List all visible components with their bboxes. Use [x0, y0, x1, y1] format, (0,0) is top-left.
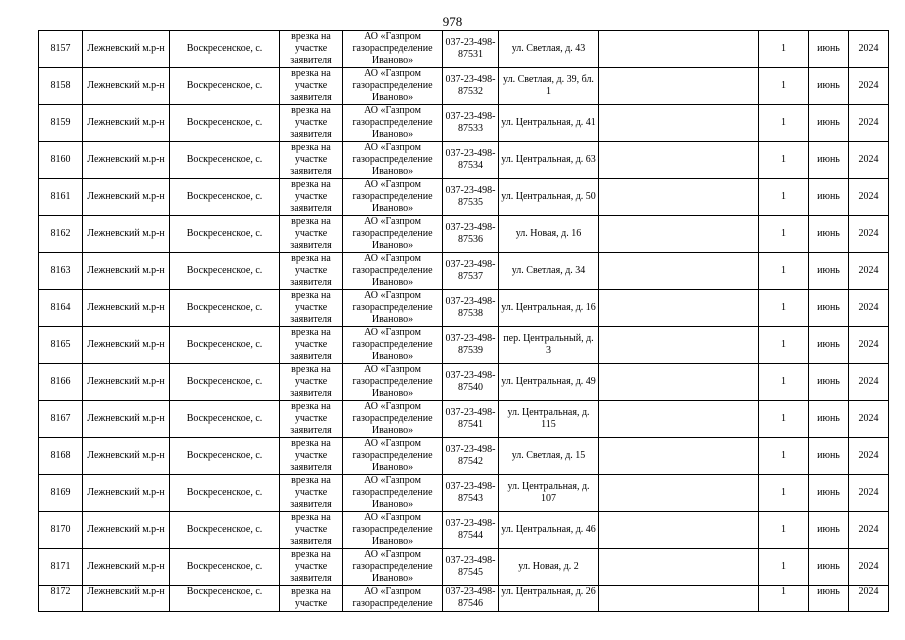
table-row	[39, 364, 889, 401]
cell-blank	[599, 253, 759, 290]
cell-num: 8161	[39, 179, 83, 216]
cell-district: Лежневский м.р-н	[83, 216, 170, 253]
cell-code: 037-23-498-87536	[443, 216, 499, 253]
cell-blank	[599, 68, 759, 105]
cell-year: 2024	[849, 68, 889, 105]
table-row	[39, 142, 889, 179]
cell-work: врезка на участке заявителя	[280, 401, 343, 438]
cell-blank	[599, 216, 759, 253]
cell-num: 8171	[39, 549, 83, 586]
cell-work: врезка на участке заявителя	[280, 216, 343, 253]
cell-qty: 1	[759, 31, 809, 68]
cell-district: Лежневский м.р-н	[83, 290, 170, 327]
cell-org: АО «Газпром газораспределение Иваново»	[343, 31, 443, 68]
cell-locality: Воскресенское, с.	[170, 216, 280, 253]
cell-org: АО «Газпром газораспределение Иваново»	[343, 438, 443, 475]
cell-num: 8159	[39, 105, 83, 142]
cell-year: 2024	[849, 512, 889, 549]
cell-address: ул. Светлая, д. 43	[499, 31, 599, 68]
cell-qty: 1	[759, 253, 809, 290]
cell-month: июнь	[809, 253, 849, 290]
cell-blank	[599, 401, 759, 438]
cell-code: 037-23-498-87538	[443, 290, 499, 327]
cell-district: Лежневский м.р-н	[83, 401, 170, 438]
cell-num: 8163	[39, 253, 83, 290]
table-row	[39, 438, 889, 475]
cell-blank	[599, 105, 759, 142]
cell-code: 037-23-498-87543	[443, 475, 499, 512]
cell-month: июнь	[809, 105, 849, 142]
cell-qty: 1	[759, 327, 809, 364]
table-row	[39, 31, 889, 68]
cell-qty: 1	[759, 401, 809, 438]
table-row	[39, 290, 889, 327]
gas-connection-table	[38, 30, 889, 612]
cell-year: 2024	[849, 142, 889, 179]
cell-qty: 1	[759, 68, 809, 105]
table-row	[39, 253, 889, 290]
cell-num: 8169	[39, 475, 83, 512]
cell-org: АО «Газпром газораспределение Иваново»	[343, 327, 443, 364]
cell-org: АО «Газпром газораспределение Иваново»	[343, 364, 443, 401]
cell-org: АО «Газпром газораспределение Иваново»	[343, 253, 443, 290]
cell-address: ул. Центральная, д. 26	[499, 586, 599, 612]
cell-month: июнь	[809, 475, 849, 512]
table-row	[39, 549, 889, 586]
cell-qty: 1	[759, 364, 809, 401]
cell-address: пер. Центральный, д. 3	[499, 327, 599, 364]
cell-blank	[599, 586, 759, 612]
cell-address: ул. Центральная, д. 63	[499, 142, 599, 179]
cell-blank	[599, 327, 759, 364]
cell-blank	[599, 290, 759, 327]
cell-locality: Воскресенское, с.	[170, 364, 280, 401]
cell-org: АО «Газпром газораспределение Иваново»	[343, 142, 443, 179]
cell-blank	[599, 364, 759, 401]
cell-month: июнь	[809, 142, 849, 179]
cell-num: 8157	[39, 31, 83, 68]
cell-locality: Воскресенское, с.	[170, 31, 280, 68]
cell-qty: 1	[759, 290, 809, 327]
cell-code: 037-23-498-87533	[443, 105, 499, 142]
cell-blank	[599, 142, 759, 179]
cell-qty: 1	[759, 105, 809, 142]
cell-code: 037-23-498-87545	[443, 549, 499, 586]
cell-month: июнь	[809, 68, 849, 105]
cell-work: врезка на участке заявителя	[280, 179, 343, 216]
cell-locality: Воскресенское, с.	[170, 142, 280, 179]
cell-month: июнь	[809, 327, 849, 364]
cell-code: 037-23-498-87531	[443, 31, 499, 68]
cell-year: 2024	[849, 327, 889, 364]
cell-blank	[599, 179, 759, 216]
cell-month: июнь	[809, 549, 849, 586]
cell-qty: 1	[759, 179, 809, 216]
cell-qty: 1	[759, 549, 809, 586]
cell-year: 2024	[849, 475, 889, 512]
cell-month: июнь	[809, 586, 849, 612]
cell-district: Лежневский м.р-н	[83, 68, 170, 105]
cell-code: 037-23-498-87532	[443, 68, 499, 105]
cell-month: июнь	[809, 401, 849, 438]
cell-year: 2024	[849, 253, 889, 290]
cell-work: врезка на участке заявителя	[280, 142, 343, 179]
cell-work: врезка на участке заявителя	[280, 105, 343, 142]
cell-address: ул. Светлая, д. 34	[499, 253, 599, 290]
cell-year: 2024	[849, 549, 889, 586]
cell-work: врезка на участке заявителя	[280, 512, 343, 549]
cell-blank	[599, 31, 759, 68]
cell-district: Лежневский м.р-н	[83, 475, 170, 512]
cell-org: АО «Газпром газораспределение Иваново»	[343, 68, 443, 105]
cell-locality: Воскресенское, с.	[170, 475, 280, 512]
cell-month: июнь	[809, 31, 849, 68]
cell-qty: 1	[759, 438, 809, 475]
cell-address: ул. Центральная, д. 49	[499, 364, 599, 401]
cell-qty: 1	[759, 512, 809, 549]
cell-work: врезка на участке заявителя	[280, 290, 343, 327]
cell-locality: Воскресенское, с.	[170, 549, 280, 586]
table-row	[39, 68, 889, 105]
cell-num: 8162	[39, 216, 83, 253]
table-row	[39, 586, 889, 612]
cell-address: ул. Светлая, д. 39, бл. 1	[499, 68, 599, 105]
cell-code: 037-23-498-87540	[443, 364, 499, 401]
cell-work: врезка на участке заявителя	[280, 327, 343, 364]
cell-org: АО «Газпром газораспределение Иваново»	[343, 549, 443, 586]
cell-year: 2024	[849, 364, 889, 401]
cell-num: 8158	[39, 68, 83, 105]
cell-code: 037-23-498-87542	[443, 438, 499, 475]
cell-district: Лежневский м.р-н	[83, 327, 170, 364]
cell-org: АО «Газпром газораспределение Иваново»	[343, 475, 443, 512]
cell-blank	[599, 512, 759, 549]
cell-org: АО «Газпром газораспределение Иваново»	[343, 290, 443, 327]
cell-district: Лежневский м.р-н	[83, 438, 170, 475]
cell-code: 037-23-498-87537	[443, 253, 499, 290]
cell-district: Лежневский м.р-н	[83, 105, 170, 142]
cell-num: 8166	[39, 364, 83, 401]
cell-district: Лежневский м.р-н	[83, 364, 170, 401]
table-row	[39, 105, 889, 142]
cell-year: 2024	[849, 290, 889, 327]
cell-month: июнь	[809, 512, 849, 549]
table-row	[39, 475, 889, 512]
cell-address: ул. Светлая, д. 15	[499, 438, 599, 475]
cell-address: ул. Центральная, д. 115	[499, 401, 599, 438]
cell-num: 8164	[39, 290, 83, 327]
cell-org: АО «Газпром газораспределение Иваново»	[343, 179, 443, 216]
cell-code: 037-23-498-87544	[443, 512, 499, 549]
cell-code: 037-23-498-87535	[443, 179, 499, 216]
cell-blank	[599, 438, 759, 475]
cell-code: 037-23-498-87534	[443, 142, 499, 179]
cell-district: Лежневский м.р-н	[83, 253, 170, 290]
cell-qty: 1	[759, 586, 809, 612]
cell-year: 2024	[849, 105, 889, 142]
cell-year: 2024	[849, 179, 889, 216]
cell-locality: Воскресенское, с.	[170, 105, 280, 142]
cell-locality: Воскресенское, с.	[170, 327, 280, 364]
cell-work: врезка на участке заявителя	[280, 253, 343, 290]
cell-num: 8168	[39, 438, 83, 475]
table-row	[39, 512, 889, 549]
cell-qty: 1	[759, 216, 809, 253]
cell-district: Лежневский м.р-н	[83, 512, 170, 549]
cell-district: Лежневский м.р-н	[83, 31, 170, 68]
cell-num: 8170	[39, 512, 83, 549]
cell-num: 8165	[39, 327, 83, 364]
table-row	[39, 401, 889, 438]
cell-month: июнь	[809, 364, 849, 401]
cell-num: 8172	[39, 586, 83, 612]
table-row	[39, 327, 889, 364]
cell-locality: Воскресенское, с.	[170, 438, 280, 475]
cell-num: 8160	[39, 142, 83, 179]
cell-code: 037-23-498-87541	[443, 401, 499, 438]
cell-year: 2024	[849, 438, 889, 475]
cell-locality: Воскресенское, с.	[170, 290, 280, 327]
cell-district: Лежневский м.р-н	[83, 179, 170, 216]
cell-work: врезка на участке	[280, 586, 343, 612]
cell-district: Лежневский м.р-н	[83, 549, 170, 586]
cell-address: ул. Центральная, д. 46	[499, 512, 599, 549]
cell-code: 037-23-498-87539	[443, 327, 499, 364]
cell-org: АО «Газпром газораспределение Иваново»	[343, 401, 443, 438]
cell-year: 2024	[849, 586, 889, 612]
cell-month: июнь	[809, 216, 849, 253]
cell-month: июнь	[809, 438, 849, 475]
cell-org: АО «Газпром газораспределение Иваново»	[343, 105, 443, 142]
cell-locality: Воскресенское, с.	[170, 401, 280, 438]
cell-org: АО «Газпром газораспределение	[343, 586, 443, 612]
cell-work: врезка на участке заявителя	[280, 31, 343, 68]
cell-month: июнь	[809, 179, 849, 216]
cell-address: ул. Центральная, д. 50	[499, 179, 599, 216]
table-row	[39, 216, 889, 253]
cell-locality: Воскресенское, с.	[170, 586, 280, 612]
cell-code: 037-23-498-87546	[443, 586, 499, 612]
cell-year: 2024	[849, 216, 889, 253]
cell-locality: Воскресенское, с.	[170, 68, 280, 105]
cell-address: ул. Центральная, д. 107	[499, 475, 599, 512]
cell-qty: 1	[759, 142, 809, 179]
cell-work: врезка на участке заявителя	[280, 364, 343, 401]
cell-locality: Воскресенское, с.	[170, 512, 280, 549]
cell-locality: Воскресенское, с.	[170, 179, 280, 216]
cell-address: ул. Новая, д. 2	[499, 549, 599, 586]
cell-year: 2024	[849, 31, 889, 68]
cell-year: 2024	[849, 401, 889, 438]
cell-org: АО «Газпром газораспределение Иваново»	[343, 216, 443, 253]
cell-num: 8167	[39, 401, 83, 438]
cell-work: врезка на участке заявителя	[280, 549, 343, 586]
cell-district: Лежневский м.р-н	[83, 586, 170, 612]
cell-work: врезка на участке заявителя	[280, 68, 343, 105]
cell-blank	[599, 475, 759, 512]
cell-qty: 1	[759, 475, 809, 512]
cell-work: врезка на участке заявителя	[280, 438, 343, 475]
cell-org: АО «Газпром газораспределение Иваново»	[343, 512, 443, 549]
cell-address: ул. Новая, д. 16	[499, 216, 599, 253]
cell-locality: Воскресенское, с.	[170, 253, 280, 290]
cell-address: ул. Центральная, д. 41	[499, 105, 599, 142]
cell-blank	[599, 549, 759, 586]
page-number: 978	[442, 14, 463, 29]
cell-month: июнь	[809, 290, 849, 327]
cell-district: Лежневский м.р-н	[83, 142, 170, 179]
cell-address: ул. Центральная, д. 16	[499, 290, 599, 327]
table-row	[39, 179, 889, 216]
cell-work: врезка на участке заявителя	[280, 475, 343, 512]
